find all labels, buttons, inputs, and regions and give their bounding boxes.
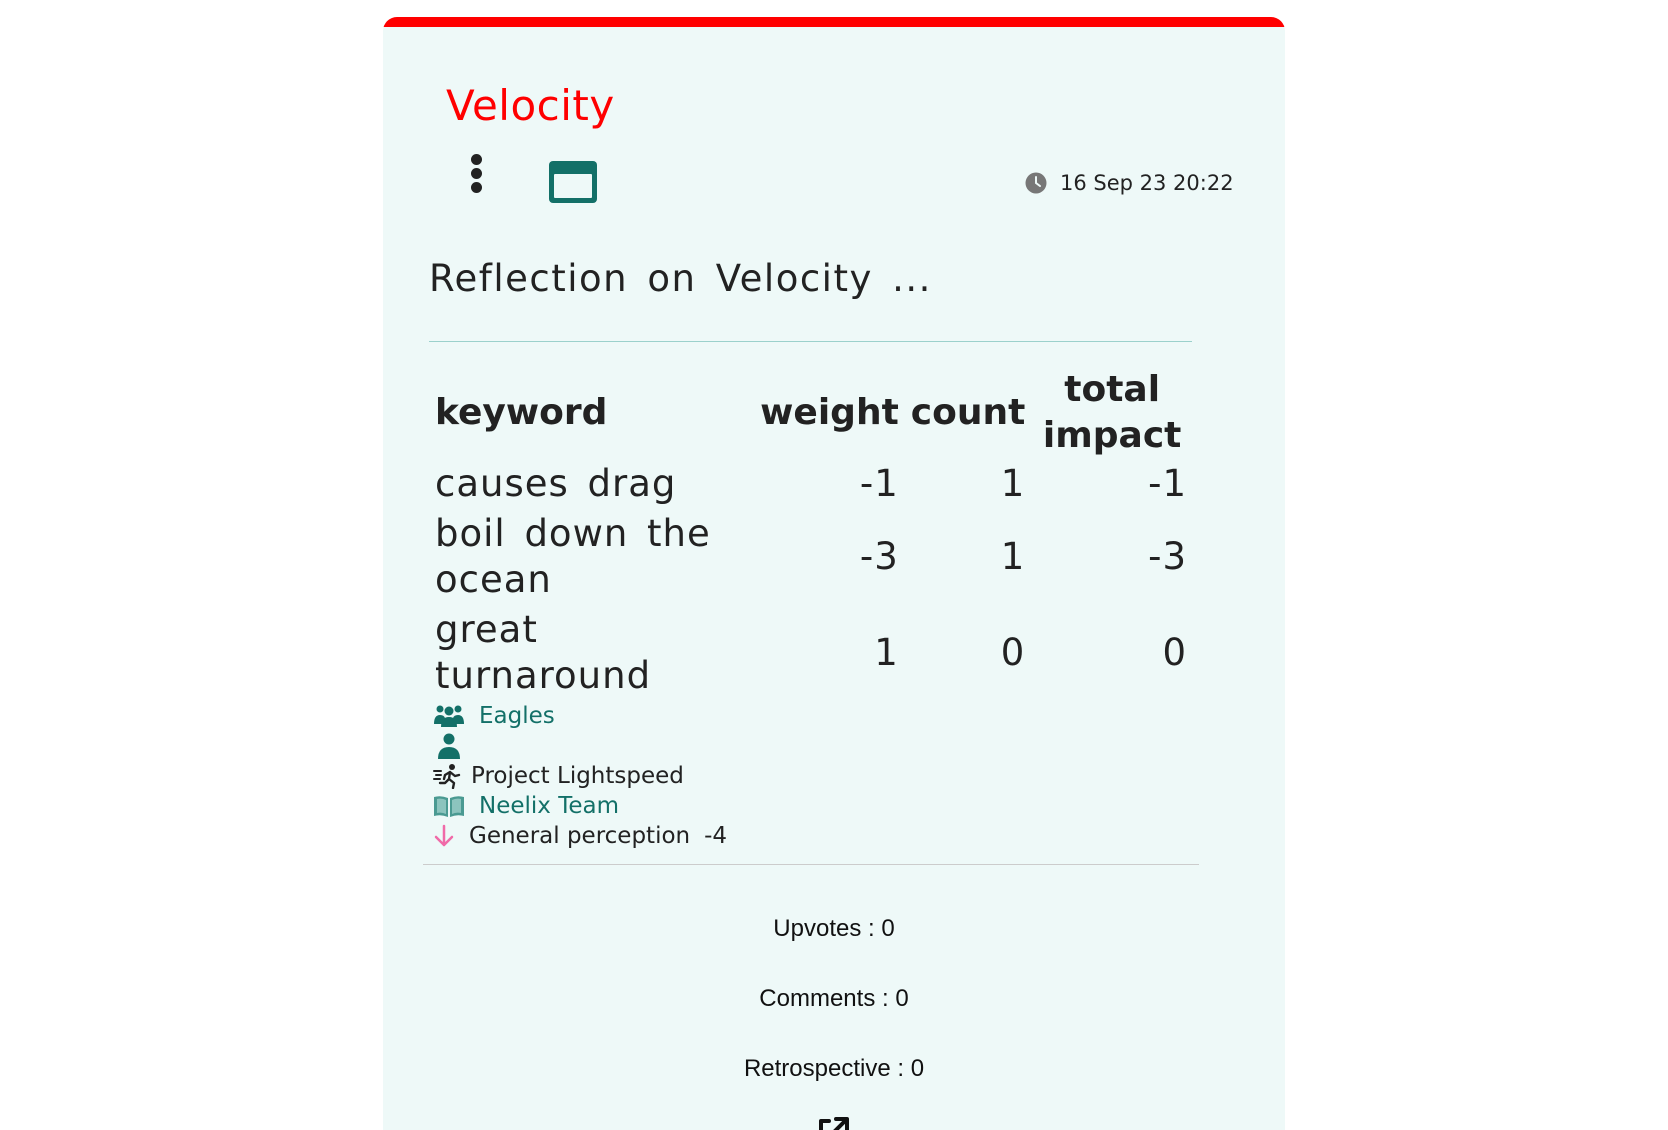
keyword-table — [429, 367, 1193, 701]
group-icon — [433, 704, 465, 728]
cell-total-impact: -1 — [1148, 462, 1187, 505]
header-total-impact: total impact — [1042, 369, 1182, 456]
cell-total-impact: -3 — [1148, 535, 1187, 578]
open-book-icon — [433, 794, 465, 818]
header-weight: weight — [760, 392, 899, 433]
person-icon — [437, 733, 461, 759]
meta-group — [433, 701, 727, 731]
meta-project — [433, 761, 727, 791]
card-subtitle: Reflection on Velocity ... — [429, 257, 932, 300]
perception-label: General perception — [469, 823, 691, 849]
comments-count: Comments : 0 — [759, 985, 909, 1012]
external-link-icon — [815, 1115, 851, 1130]
timestamp — [1025, 168, 1234, 198]
running-person-icon — [433, 763, 461, 789]
group-link[interactable]: Eagles — [479, 703, 555, 729]
project-label: Project Lightspeed — [471, 763, 684, 789]
upvotes-count: Upvotes : 0 — [773, 915, 895, 942]
table-row — [429, 459, 1193, 509]
table-row — [429, 605, 1193, 701]
divider — [429, 341, 1192, 342]
cell-total-impact: 0 — [1162, 631, 1187, 674]
browser-window-icon — [548, 160, 598, 204]
cell-weight: -1 — [859, 462, 899, 505]
meta-perception — [433, 821, 727, 851]
header-count: count — [910, 392, 1026, 433]
perception-value: -4 — [704, 823, 728, 849]
cell-weight: 1 — [874, 631, 899, 674]
clock-icon — [1025, 172, 1047, 194]
card-title: Velocity — [446, 81, 615, 130]
cell-weight: -3 — [859, 535, 899, 578]
team-link[interactable]: Neelix Team — [479, 793, 619, 819]
cell-keyword: great turnaround — [435, 608, 652, 697]
more-vertical-icon-dot — [471, 168, 482, 179]
open-detail-button[interactable] — [815, 1115, 855, 1130]
arrow-down-icon — [433, 824, 455, 848]
cell-keyword: boil down the ocean — [435, 512, 711, 601]
retrospective-count: Retrospective : 0 — [743, 1055, 925, 1082]
header-keyword: keyword — [435, 392, 608, 433]
cell-keyword: causes drag — [435, 462, 677, 505]
meta-team — [433, 791, 727, 821]
cell-count: 1 — [1000, 535, 1026, 578]
reflection-card — [383, 17, 1285, 1130]
meta-list — [433, 701, 727, 851]
timestamp-text: 16 Sep 23 20:22 — [1060, 171, 1234, 195]
card-accent-bar — [383, 17, 1285, 27]
cell-count: 0 — [1000, 631, 1026, 674]
more-vertical-icon-dot — [471, 182, 482, 193]
more-vertical-icon — [471, 154, 482, 165]
table-row — [429, 509, 1193, 605]
table-header-row — [429, 367, 1193, 459]
meta-person — [433, 731, 727, 761]
open-window-button[interactable] — [548, 160, 598, 204]
cell-count: 1 — [1000, 462, 1026, 505]
more-options-button[interactable] — [461, 152, 491, 212]
divider — [423, 864, 1199, 865]
